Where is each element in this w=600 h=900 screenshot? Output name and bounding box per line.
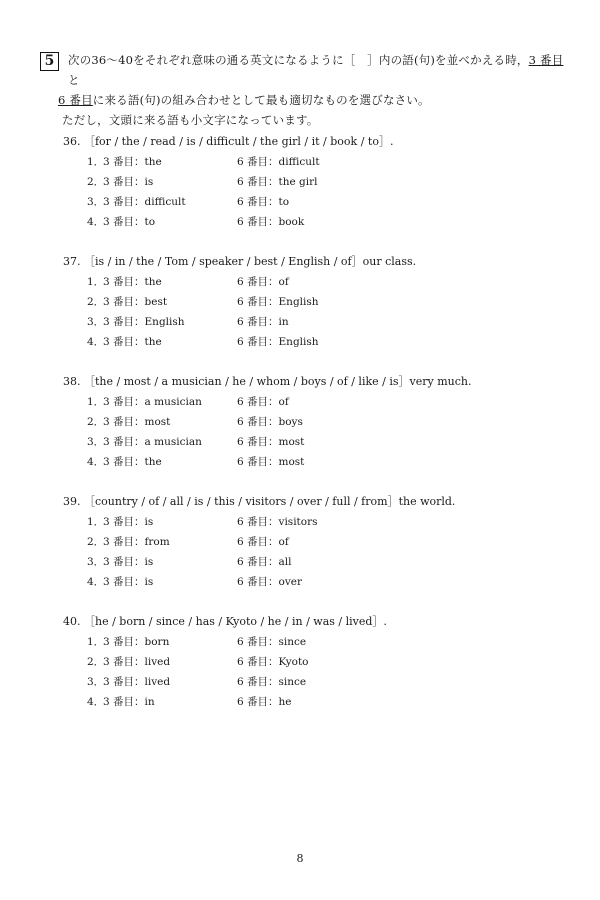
answer-option: 3． 3 番目：is 6 番目：all [87,556,292,568]
answer-option: 1． 3 番目：the 6 番目：difficult [87,156,320,168]
answer-option: 3． 3 番目：difficult 6 番目：to [87,196,290,208]
question-38 [63,372,563,472]
answer-option: 4． 3 番目：in 6 番目：he [87,696,292,708]
instruction-text [58,50,570,130]
answer-option: 2． 3 番目：from 6 番目：of [87,536,289,548]
question-prompt: 37. ［is / in / the / Tom / speaker / best / English / of］our class. [63,255,417,268]
instruction-line-3: ただし，文頭に来る語も小文字になっています。 [62,113,319,127]
answer-option: 3． 3 番目：a musician 6 番目：most [87,436,305,448]
answer-option: 2． 3 番目：is 6 番目：the girl [87,176,318,188]
answer-option: 4． 3 番目：the 6 番目：English [87,336,319,348]
answer-option: 1． 3 番目：the 6 番目：of [87,276,289,288]
question-prompt: 39. ［country / of / all / is / this / visitors / over / full / from］the world. [63,495,456,508]
answer-option: 4． 3 番目：is 6 番目：over [87,576,303,588]
section-number-box: 5 [40,52,59,71]
question-36 [63,132,563,232]
instruction-line-2: 6 番目に来る語(句)の組み合わせとして最も適切なものを選びなさい。 [58,93,430,107]
third-position-emphasis: 3 番目 [528,53,564,67]
answer-option: 2． 3 番目：lived 6 番目：Kyoto [87,656,309,668]
sixth-position-emphasis: 6 番目 [58,93,93,107]
question-prompt: 36. ［for / the / read / is / difficult / the girl / it / book / to］. [63,135,394,148]
answer-option: 1． 3 番目：is 6 番目：visitors [87,516,318,528]
answer-option: 3． 3 番目：lived 6 番目：since [87,676,307,688]
answer-option: 1． 3 番目：born 6 番目：since [87,636,307,648]
answer-option: 2． 3 番目：most 6 番目：boys [87,416,303,428]
answer-option: 2． 3 番目：best 6 番目：English [87,296,319,308]
question-40 [63,612,563,712]
question-prompt: 40. ［he / born / since / has / Kyoto / he / in / was / lived］. [63,615,387,628]
section-header [40,50,570,130]
answer-option: 3． 3 番目：English 6 番目：in [87,316,289,328]
answer-option: 4． 3 番目：to 6 番目：book [87,216,305,228]
answer-option: 4． 3 番目：the 6 番目：most [87,456,305,468]
question-37 [63,252,563,352]
page-number: 8 [296,852,304,865]
question-prompt: 38. ［the / most / a musician / he / whom / boys / of / like / is］very much. [63,375,472,388]
question-39 [63,492,563,592]
answer-option: 1． 3 番目：a musician 6 番目：of [87,396,289,408]
instruction-line-1: 次の36～40をそれぞれ意味の通る英文になるように［ ］内の語(句)を並べかえる時，3 番目と [68,53,564,87]
